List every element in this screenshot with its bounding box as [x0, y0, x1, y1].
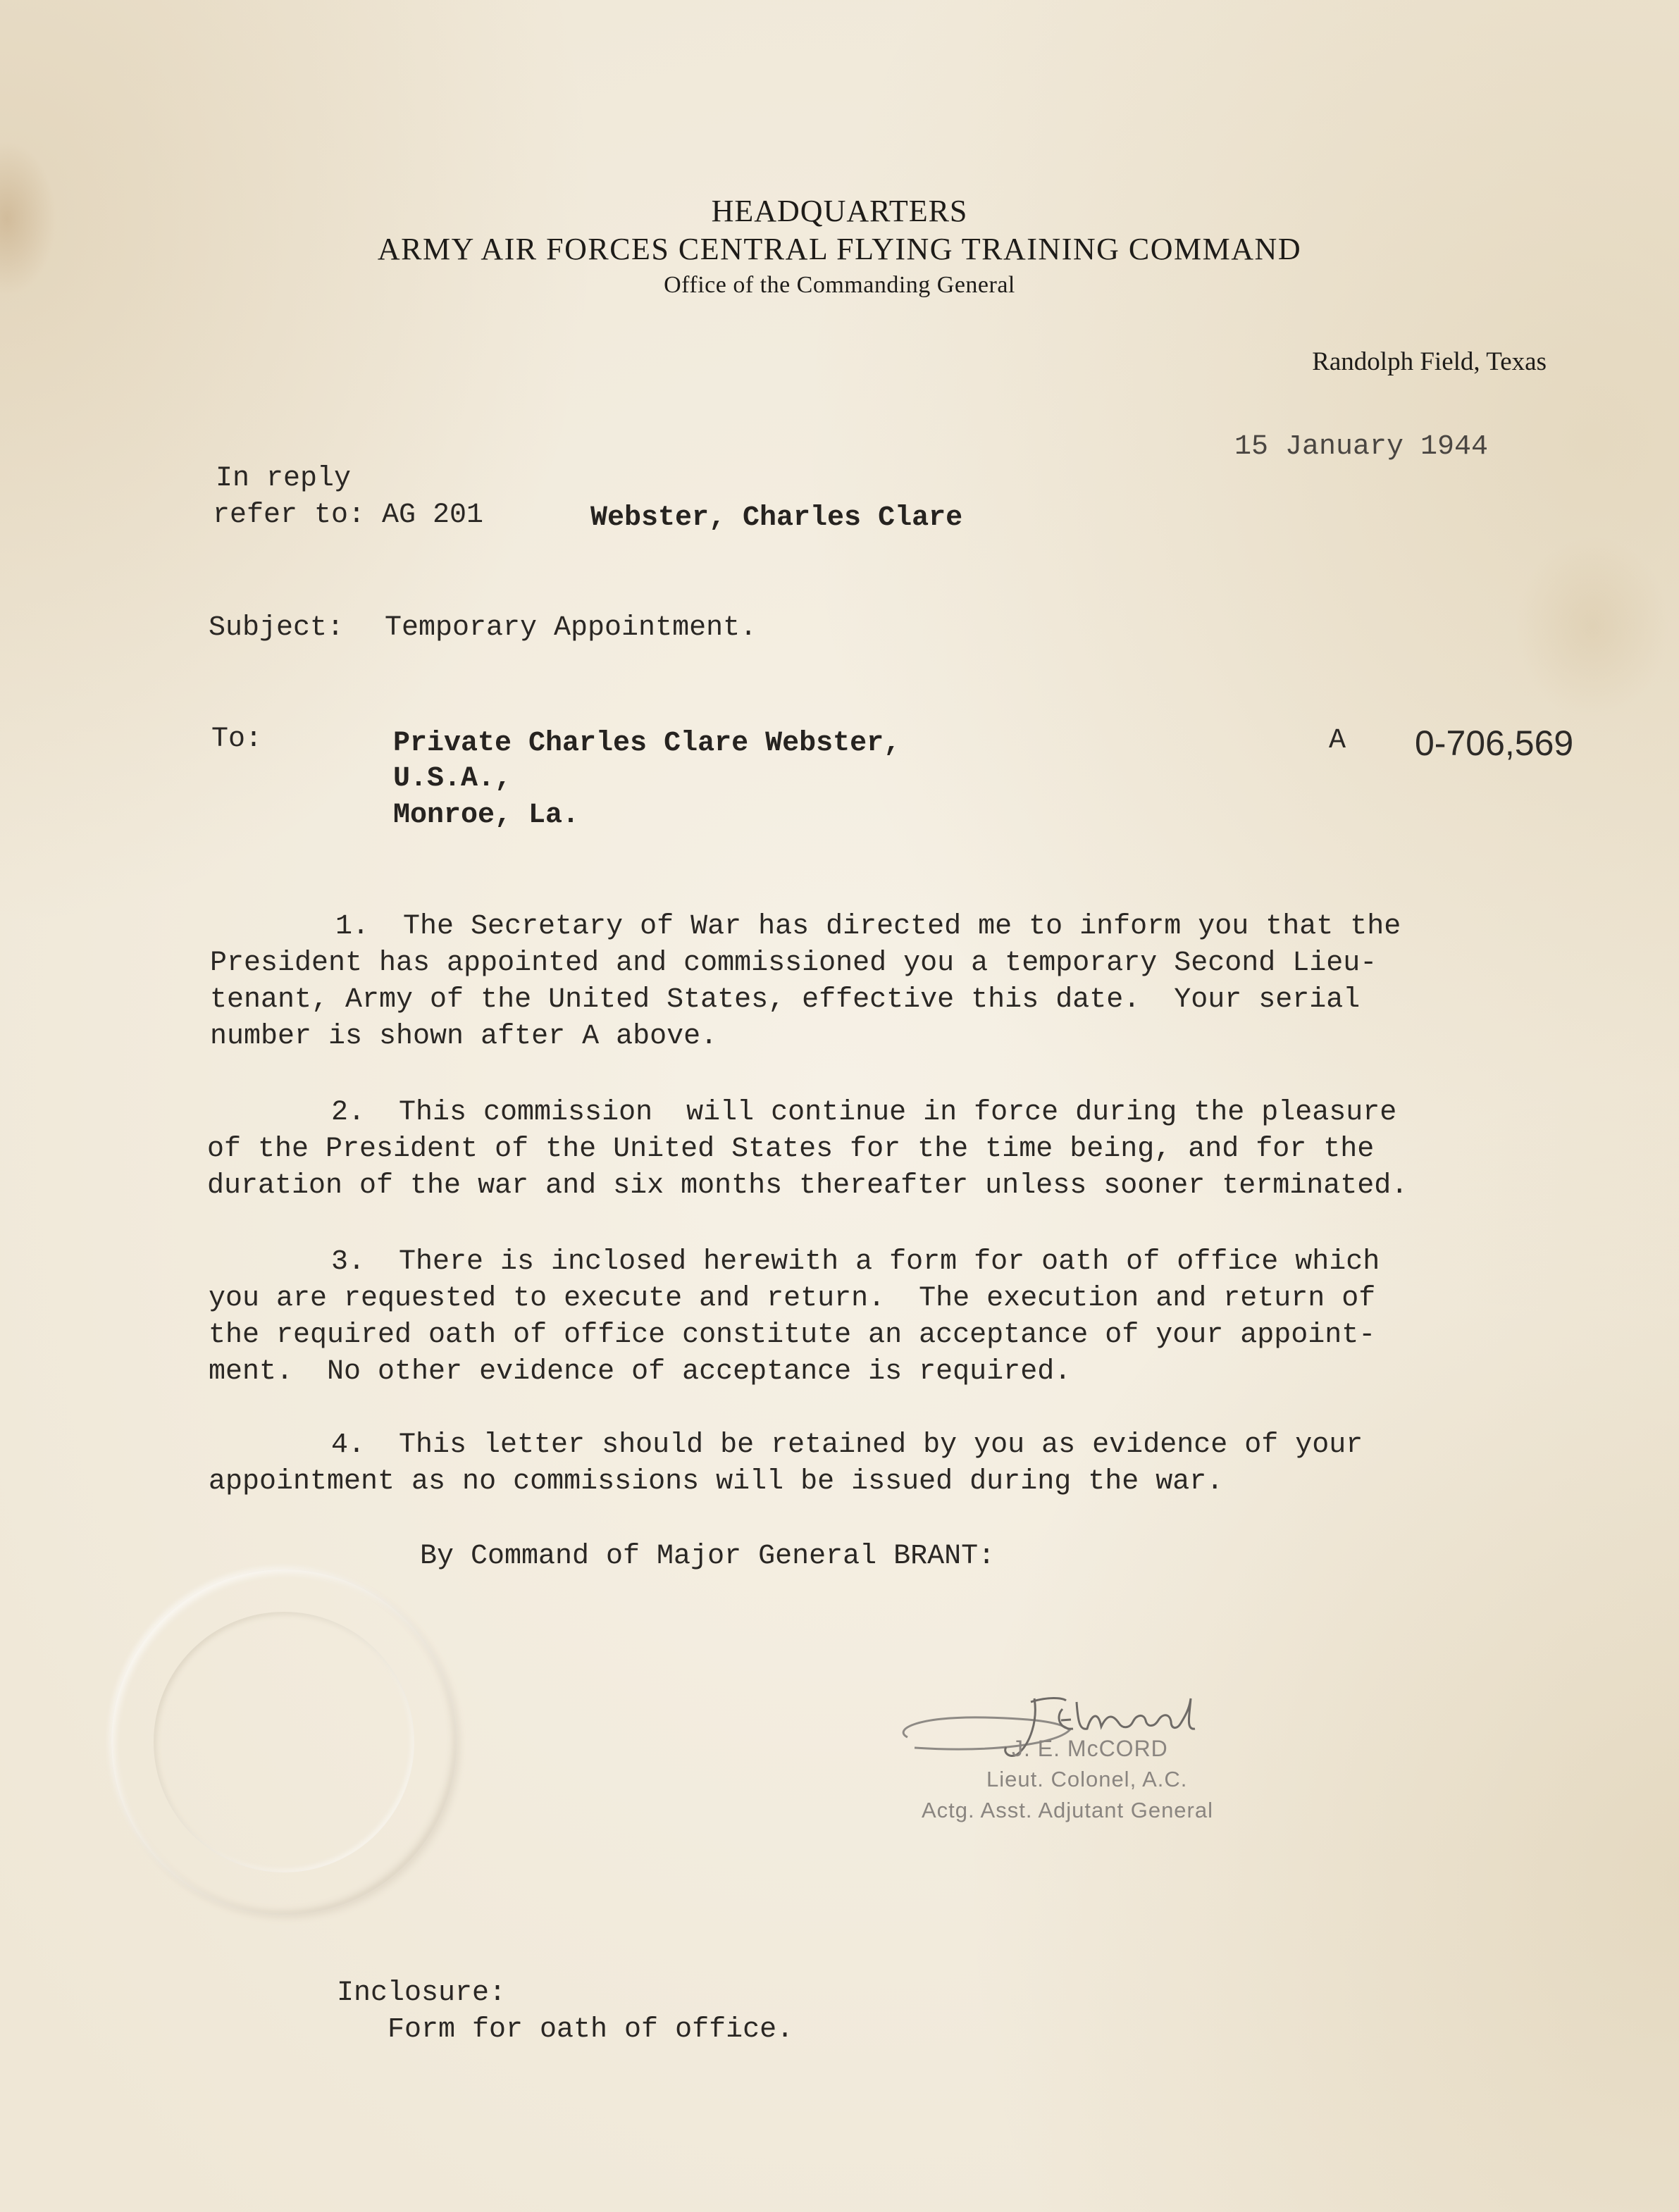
signer-rank: Lieut. Colonel, A.C. — [986, 1767, 1188, 1791]
reply-line-1: In reply — [216, 463, 352, 495]
letter-place: Randolph Field, Texas — [1312, 347, 1547, 376]
handwritten-signature — [886, 1688, 1253, 1779]
letterhead-office: Office of the Commanding General — [664, 272, 1015, 298]
signer-name: J. E. McCORD — [1012, 1736, 1168, 1761]
paragraph-4-body: appointment as no commissions will be issued during the war. — [209, 1466, 1224, 1498]
letter-date: 15 January 1944 — [1234, 431, 1489, 463]
addressee-line-1: Private Charles Clare Webster, — [393, 728, 901, 759]
to-label: To: — [211, 723, 263, 755]
letterhead-command: ARMY AIR FORCES CENTRAL FLYING TRAINING COMMAND — [377, 232, 1302, 266]
enclosure-item: Form for oath of office. — [388, 2014, 794, 2046]
subject-text: Temporary Appointment. — [385, 612, 757, 644]
reply-reference: refer to: AG 201 — [213, 499, 484, 531]
paragraph-4-first-line: 4. This letter should be retained by you as evidence of your — [331, 1429, 1363, 1461]
paragraph-2-first-line: 2. This commission will continue in force during the pleasure — [331, 1097, 1397, 1129]
paragraph-1-first-line: 1. The Secretary of War has directed me to inform you that the — [335, 911, 1401, 943]
serial-number: 0-706,569 — [1415, 723, 1574, 763]
paragraph-3-first-line: 3. There is inclosed herewith a form for oath of office which — [331, 1246, 1380, 1278]
addressee-line-3: Monroe, La. — [393, 800, 580, 831]
letterhead-headquarters: HEADQUARTERS — [711, 194, 968, 228]
enclosure-label: Inclosure: — [337, 1977, 507, 2009]
embossed-seal — [111, 1570, 457, 1915]
paragraph-3-body: you are requested to execute and return. The execution and return of the required oath of office constitute an acceptance of your appoint- ment. No other evidence of acceptance is required. — [209, 1283, 1376, 1388]
paper-stain — [1515, 535, 1670, 719]
addressee-line-2: U.S.A., — [393, 763, 512, 795]
serial-prefix: A — [1329, 725, 1346, 757]
subject-label: Subject: — [209, 612, 345, 644]
paragraph-1-body: President has appointed and commissioned you a temporary Second Lieu- tenant, Army of the United States, effective this date. Your serial number is shown after A above. — [210, 947, 1377, 1052]
reply-name: Webster, Charles Clare — [590, 502, 963, 534]
signer-title: Actg. Asst. Adjutant General — [922, 1798, 1214, 1822]
command-line: By Command of Major General BRANT: — [420, 1541, 996, 1572]
paragraph-2-body: of the President of the United States for the time being, and for the duration of the war and six months thereafter unless sooner terminated. — [207, 1133, 1408, 1202]
